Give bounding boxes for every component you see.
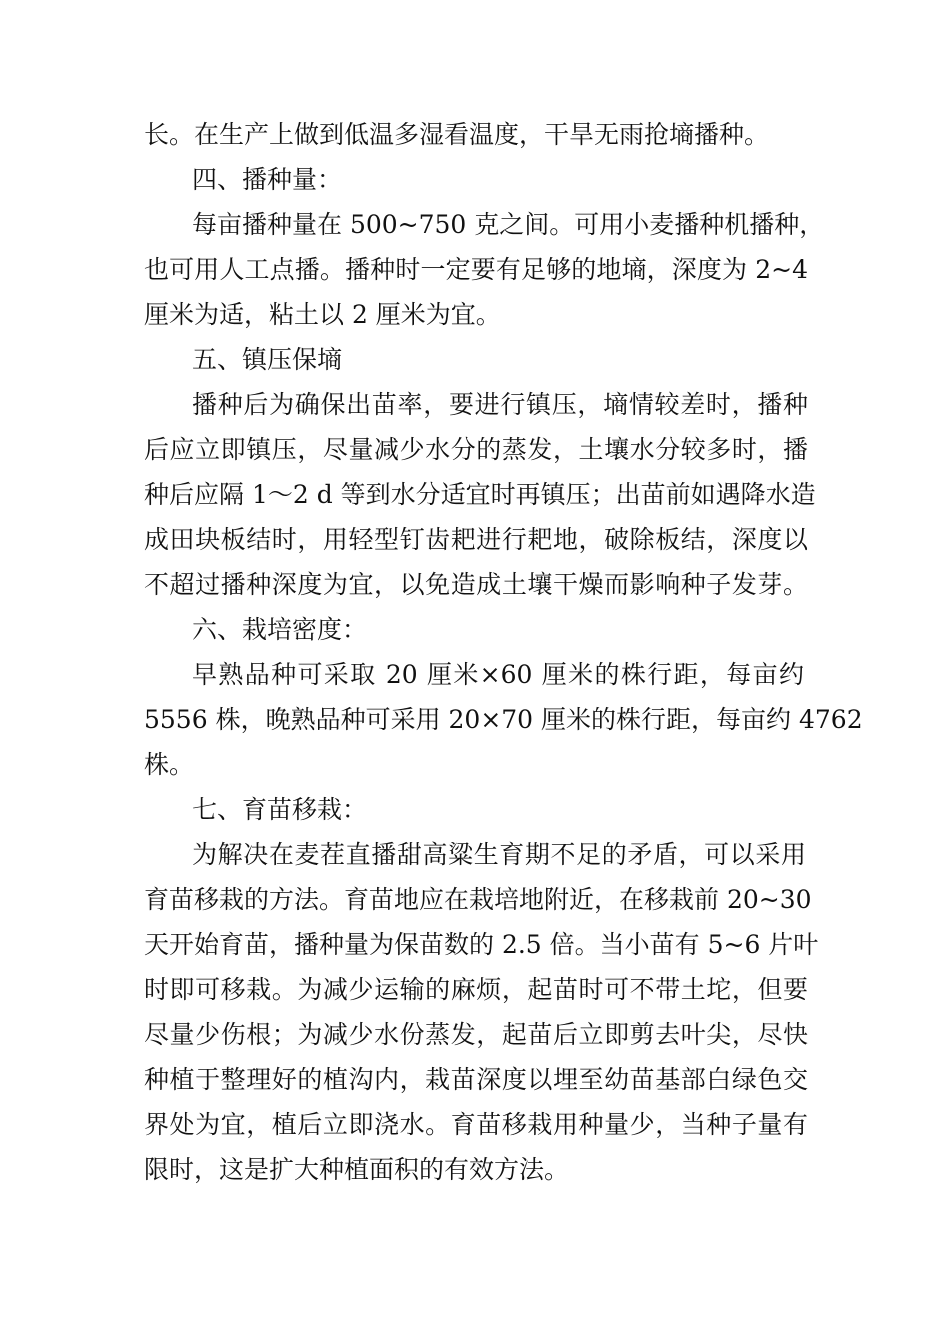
- text-line: 株。: [144, 750, 195, 779]
- text-line: 种后应隔 1～2 d 等到水分适宜时再镇压；出苗前如遇降水造: [144, 480, 816, 509]
- text-line: 也可用人工点播。播种时一定要有足够的地墒，深度为 2~4: [144, 255, 808, 284]
- text-line: 长。在生产上做到低温多湿看温度，干旱无雨抢墒播种。: [144, 120, 770, 149]
- text-line: 尽量少伤根；为减少水份蒸发，起苗后立即剪去叶尖，尽快: [144, 1020, 808, 1049]
- text-line: 后应立即镇压，尽量减少水分的蒸发，土壤水分较多时，播: [144, 435, 808, 464]
- section-heading: 七、育苗移栽：: [192, 795, 368, 824]
- text-line: 时即可移栽。为减少运输的麻烦，起苗时可不带土坨，但要: [144, 975, 808, 1004]
- text-line: 育苗移栽的方法。育苗地应在栽培地附近，在移栽前 20~30: [144, 885, 812, 914]
- text-line: 5556 株，晚熟品种可采用 20×70 厘米的株行距，每亩约 4762: [144, 705, 863, 734]
- text-line: 厘米为适，粘土以 2 厘米为宜。: [144, 300, 501, 329]
- section-heading: 五、镇压保墒: [192, 345, 343, 374]
- text-line: 界处为宜，植后立即浇水。育苗移栽用种量少，当种子量有: [144, 1110, 808, 1139]
- text-line: 天开始育苗，播种量为保苗数的 2.5 倍。当小苗有 5~6 片叶: [144, 930, 819, 959]
- text-line: 为解决在麦茬直播甜高粱生育期不足的矛盾，可以采用: [192, 840, 806, 869]
- section-heading: 六、栽培密度：: [192, 615, 368, 644]
- text-line: 种植于整理好的植沟内，栽苗深度以埋至幼苗基部白绿色交: [144, 1065, 808, 1094]
- text-line: 不超过播种深度为宜，以免造成土壤干燥而影响种子发芽。: [144, 570, 808, 599]
- text-line: 限时，这是扩大种植面积的有效方法。: [144, 1155, 570, 1184]
- text-line: 每亩播种量在 500~750 克之间。可用小麦播种机播种，: [192, 210, 825, 239]
- text-line: 播种后为确保出苗率，要进行镇压，墒情较差时，播种: [192, 390, 808, 419]
- section-heading: 四、播种量：: [192, 165, 343, 194]
- text-line: 早熟品种可采取 20 厘米×60 厘米的株行距，每亩约: [192, 660, 804, 689]
- text-line: 成田块板结时，用轻型钉齿耙进行耙地，破除板结，深度以: [144, 525, 808, 554]
